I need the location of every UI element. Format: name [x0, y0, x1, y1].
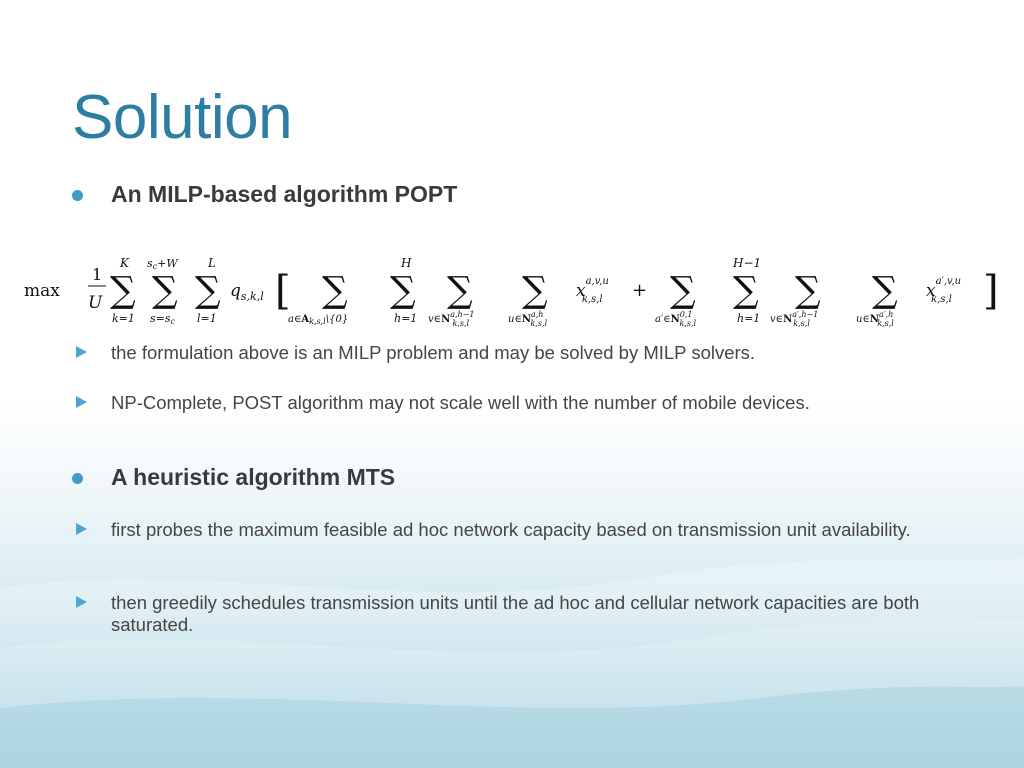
- section-heading-text: A heuristic algorithm MTS: [111, 464, 396, 490]
- sum11-lower: $u\in N^{a',h}$ k,s,l: [856, 310, 894, 328]
- list-item: [72, 592, 932, 636]
- sum1-sigma-icon: ∑: [110, 270, 136, 311]
- sum6-sigma-icon: ∑: [447, 270, 473, 311]
- list-item-text: NP-Complete, POST algorithm may not scale well with the number of mobile devices.: [111, 392, 810, 413]
- bullet-dot-icon: [72, 473, 83, 484]
- list-item: [72, 519, 952, 541]
- sum8-sigma-icon: ∑: [670, 270, 696, 311]
- sum3-lower: l=1: [197, 312, 217, 325]
- list-item-text: first probes the maximum feasible ad hoc network capacity based on transmission unit availability.: [111, 519, 911, 540]
- formula-plus: +: [632, 280, 648, 301]
- bullet-dot-icon: [72, 190, 83, 201]
- sum3-sigma-icon: ∑: [195, 270, 221, 311]
- right-bracket-icon: ]: [983, 268, 999, 314]
- formula-q-term: $q_{s,k,l}$: [230, 281, 264, 303]
- formula-frac-num: 1: [92, 265, 103, 284]
- sum2-sigma-icon: ∑: [152, 270, 178, 311]
- sum2-upper: sc+W: [147, 257, 178, 271]
- sum5-sigma-icon: ∑: [390, 270, 416, 311]
- left-bracket-icon: [: [275, 268, 291, 314]
- section-heading-text: An MILP-based algorithm POPT: [111, 181, 458, 207]
- section-heading-popt: [72, 181, 457, 208]
- sum10-sigma-icon: ∑: [795, 270, 821, 311]
- formula-x-term-1: $x^{a,v,u}$ k,s,l: [576, 276, 609, 305]
- list-item-text: the formulation above is an MILP problem and may be solved by MILP solvers.: [111, 342, 756, 363]
- formula-x-term-2: $x^{a',v,u}$ k,s,l: [926, 276, 962, 305]
- sum9-lower: h=1: [737, 312, 761, 325]
- sum7-lower: $u\in N^{a,h}$ k,s,l: [508, 310, 548, 328]
- sum9-sigma-icon: ∑: [733, 270, 759, 311]
- sum8-lower: $a'\in N^{0,1}$ k,s,l: [655, 310, 697, 328]
- formula-max: max: [24, 281, 60, 301]
- formula-frac-den: U: [88, 293, 103, 313]
- sum6-lower: $v\in N^{a,h-1}$ k,s,l: [428, 310, 475, 328]
- sum1-lower: k=1: [112, 312, 135, 325]
- sum9-upper: H−1: [733, 256, 762, 270]
- sum4-lower: $a\in A_{k,s,l}\backslash\{0\}$: [288, 314, 349, 326]
- list-item: [72, 392, 892, 414]
- sum3-upper: L: [208, 256, 216, 270]
- arrow-bullet-icon: [76, 346, 87, 358]
- list-item: [72, 342, 952, 364]
- section-heading-mts: [72, 464, 395, 491]
- sum5-lower: h=1: [394, 312, 418, 325]
- arrow-bullet-icon: [76, 596, 87, 608]
- sum10-lower: $v\in N^{a',h-1}$ k,s,l: [770, 310, 819, 328]
- sum11-sigma-icon: ∑: [872, 270, 898, 311]
- sum1-upper: K: [120, 256, 129, 270]
- arrow-bullet-icon: [76, 523, 87, 535]
- milp-objective-formula: [0, 252, 1024, 342]
- arrow-bullet-icon: [76, 396, 87, 408]
- sum7-sigma-icon: ∑: [522, 270, 548, 311]
- sum2-lower: s=sc: [150, 312, 175, 326]
- sum4-sigma-icon: ∑: [322, 270, 348, 311]
- sum5-upper: H: [401, 256, 412, 270]
- list-item-text: then greedily schedules transmission units until the ad hoc and cellular network capacities are both saturated.: [111, 592, 920, 635]
- slide-title: Solution: [72, 83, 293, 152]
